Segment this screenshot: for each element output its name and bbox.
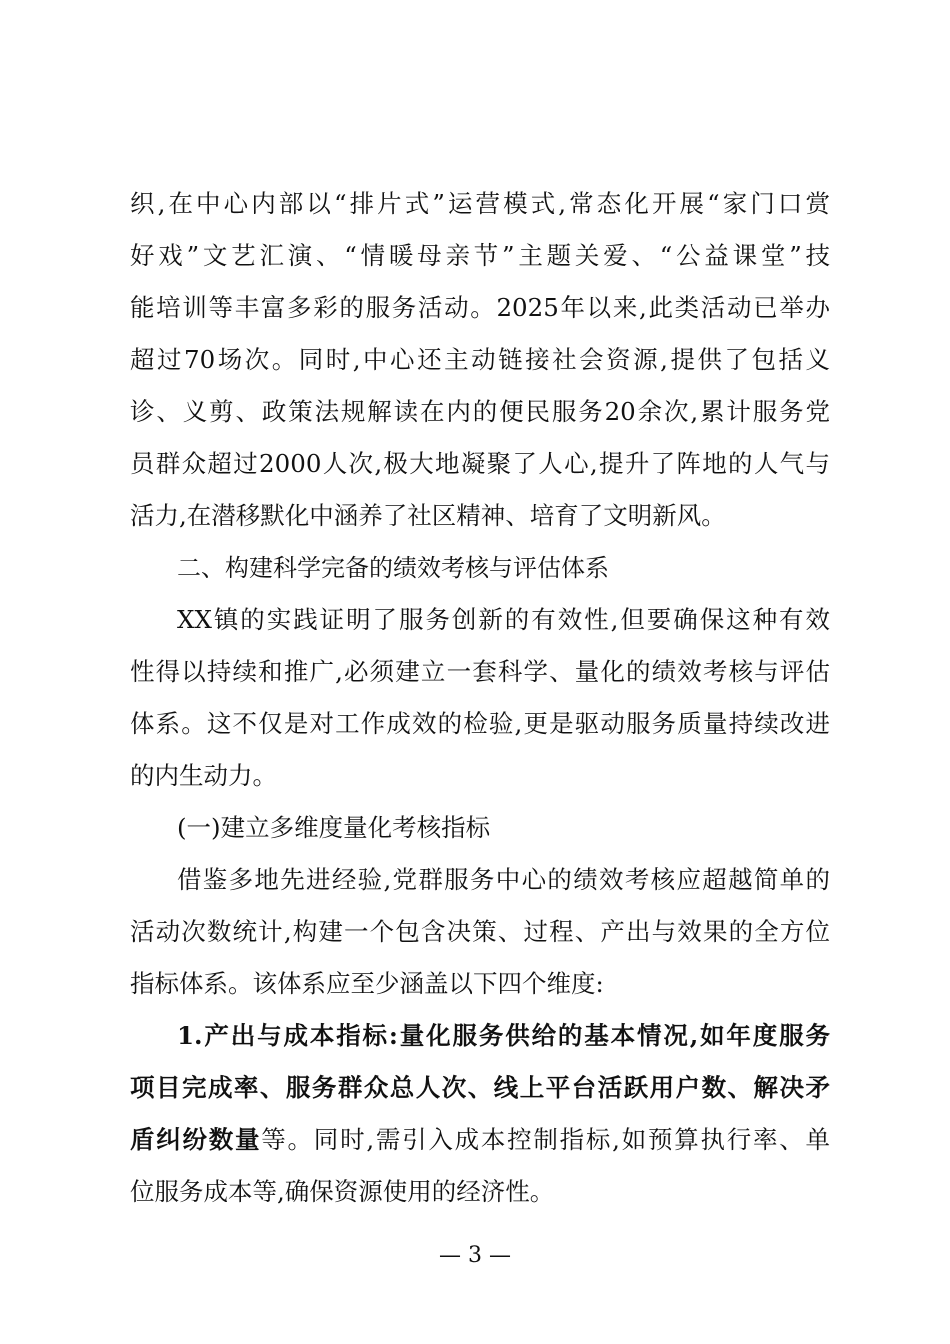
body-text-line: 的内生动力。 — [130, 761, 277, 790]
body-text-line: 指标体系。该体系应至少涵盖以下四个维度: — [130, 969, 604, 998]
point-1-bold-term: 盾纠纷数量 — [130, 1125, 262, 1154]
section-heading: 二、构建科学完备的绩效考核与评估体系 — [177, 554, 609, 582]
body-text-line: 活力,在潜移默化中涵养了社区精神、培育了文明新风。 — [130, 501, 726, 530]
point-1-line: 位服务成本等,确保资源使用的经济性。 — [130, 1177, 555, 1206]
body-text-line: 能培训等丰富多彩的服务活动。2025年以来,此类活动已举办 — [130, 293, 830, 322]
point-1-text: 等。同时,需引入成本控制指标,如预算执行率、单 — [261, 1125, 830, 1154]
body-text-line: 性得以持续和推广,必须建立一套科学、量化的绩效考核与评估 — [130, 657, 830, 686]
point-1-line — [130, 1122, 830, 1158]
body-text-line: 借鉴多地先进经验,党群服务中心的绩效考核应超越简单的 — [177, 865, 830, 894]
body-text-line: 活动次数统计,构建一个包含决策、过程、产出与效果的全方位 — [130, 917, 830, 946]
body-text-line: 诊、义剪、政策法规解读在内的便民服务20余次,累计服务党 — [130, 397, 830, 426]
body-text-line: XX镇的实践证明了服务创新的有效性,但要确保这种有效 — [177, 605, 830, 634]
body-text-line: 织,在中心内部以“排片式”运营模式,常态化开展“家门口赏 — [130, 189, 830, 218]
body-text-line: 好戏”文艺汇演、“情暖母亲节”主题关爱、“公益课堂”技 — [130, 241, 830, 270]
body-text-line: 超过70场次。同时,中心还主动链接社会资源,提供了包括义 — [130, 345, 830, 374]
subsection-heading: (一)建立多维度量化考核指标 — [177, 813, 491, 842]
body-text-line: 体系。这不仅是对工作成效的检验,更是驱动服务质量持续改进 — [130, 709, 830, 738]
point-1-line: 项目完成率、服务群众总人次、线上平台活跃用户数、解决矛 — [130, 1073, 830, 1102]
point-1-line: 1.产出与成本指标:量化服务供给的基本情况,如年度服务 — [177, 1021, 830, 1050]
page-number: — 3 — — [439, 1243, 511, 1268]
body-text-line: 员群众超过2000人次,极大地凝聚了人心,提升了阵地的人气与 — [130, 449, 830, 478]
